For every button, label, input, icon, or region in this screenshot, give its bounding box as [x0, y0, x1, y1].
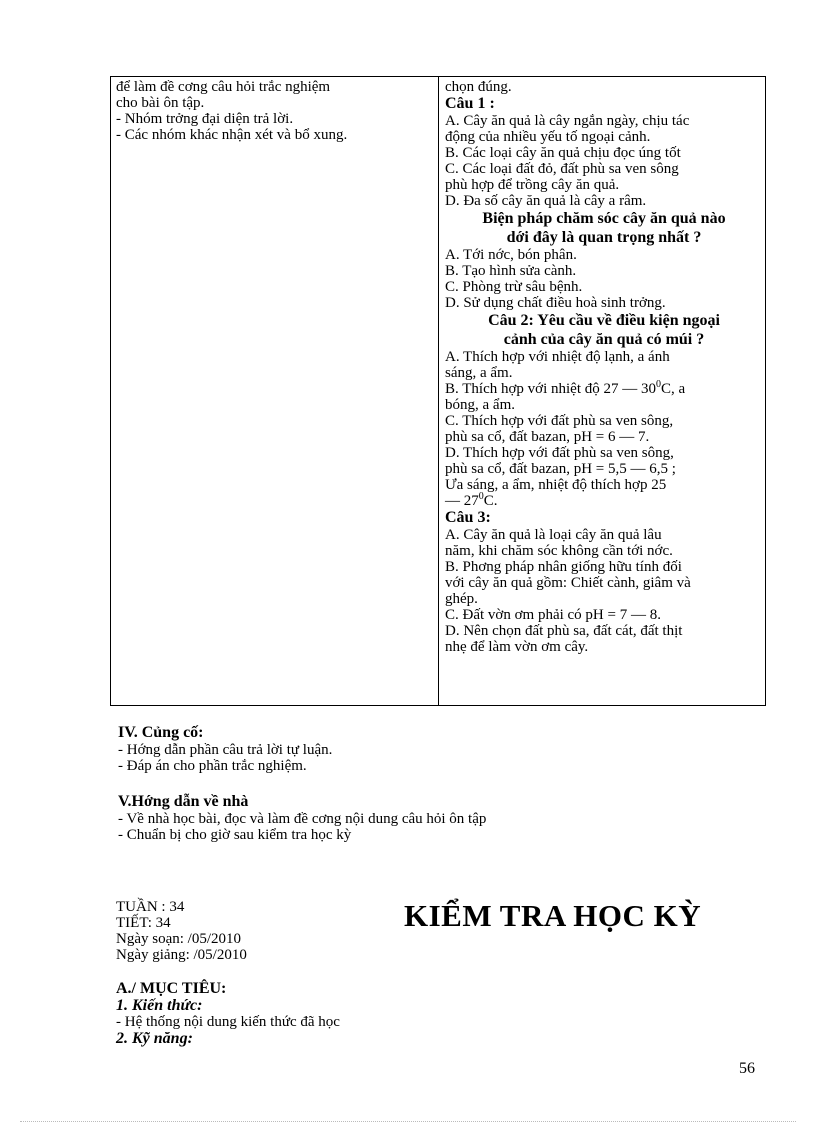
right-line: B. Phơng pháp nhân giống hữu tính đối	[445, 559, 682, 575]
question-label: Câu 3:	[445, 509, 491, 526]
objectives-heading: A./ MỤC TIÊU:	[116, 980, 227, 997]
right-line: năm, khi chăm sóc không cần tới nớc.	[445, 543, 673, 559]
right-line: D. Thích hợp với đất phù sa ven sông,	[445, 445, 674, 461]
footer-divider	[20, 1121, 796, 1122]
right-line: C. Đất vờn ơm phải có pH = 7 — 8.	[445, 607, 661, 623]
knowledge-heading: 1. Kiến thức:	[116, 997, 203, 1014]
question-heading: Biện pháp chăm sóc cây ăn quả nào	[482, 210, 726, 227]
right-line: A. Tới nớc, bón phân.	[445, 247, 577, 263]
right-line: A. Cây ăn quả là loại cây ăn quả lâu	[445, 527, 662, 543]
right-line: D. Sử dụng chất điều hoà sinh trởng.	[445, 295, 666, 311]
right-line: nhẹ để làm vờn ơm cây.	[445, 639, 589, 655]
right-line: ghép.	[445, 591, 478, 607]
section-line: - Đáp án cho phần trắc nghiệm.	[118, 758, 307, 774]
text-run: — 27	[445, 493, 479, 509]
right-line: phù sa cổ, đất bazan, pH = 6 — 7.	[445, 429, 650, 445]
prepared-date: Ngày soạn: /05/2010	[116, 931, 241, 947]
text-run: C, a	[661, 381, 686, 397]
homework-section	[118, 793, 486, 843]
right-line: A. Cây ăn quả là cây ngắn ngày, chịu tác	[445, 113, 690, 129]
knowledge-line: - Hệ thống nội dung kiến thức đã học	[116, 1014, 340, 1030]
section-heading: IV. Củng cố:	[118, 724, 204, 741]
right-line: C. Phòng trừ sâu bệnh.	[445, 279, 583, 295]
right-line: chọn đúng.	[445, 79, 512, 95]
lesson-table	[110, 76, 766, 706]
table-column-divider	[438, 77, 439, 705]
right-line	[445, 493, 763, 509]
right-line	[445, 381, 763, 397]
right-line: C. Thích hợp với đất phù sa ven sông,	[445, 413, 674, 429]
left-line: - Các nhóm khác nhận xét và bổ xung.	[116, 127, 348, 143]
section-line: - Hớng dẫn phần câu trả lời tự luận.	[118, 742, 333, 758]
right-line: động của nhiều yếu tố ngoại cảnh.	[445, 129, 651, 145]
superscript: 0	[478, 491, 484, 502]
period-label: TIẾT: 34	[116, 915, 171, 931]
section-line: - Chuẩn bị cho giờ sau kiểm tra học kỳ	[118, 827, 352, 843]
lesson-meta	[116, 899, 247, 963]
left-line: để làm đề cơng câu hỏi trắc nghiệm	[116, 79, 331, 95]
right-line: với cây ăn quả gồm: Chiết cành, giâm và	[445, 575, 691, 591]
content-column	[445, 79, 763, 655]
skills-heading: 2. Kỹ năng:	[116, 1030, 193, 1047]
objectives-section	[116, 980, 340, 1047]
right-line: sáng, a ẩm.	[445, 365, 513, 381]
text-run: B. Thích hợp với nhiệt độ 27 — 30	[445, 381, 656, 397]
question-heading: Câu 2: Yêu cầu về điều kiện ngoại	[488, 312, 720, 329]
text-run: C.	[483, 493, 498, 509]
right-line: C. Các loại đất đỏ, đất phù sa ven sông	[445, 161, 679, 177]
right-line: phù sa cổ, đất bazan, pH = 5,5 — 6,5 ;	[445, 461, 676, 477]
consolidation-section	[118, 724, 332, 774]
right-line: A. Thích hợp với nhiệt độ lạnh, a ánh	[445, 349, 670, 365]
right-line: B. Các loại cây ăn quả chịu đọc úng tốt	[445, 145, 681, 161]
left-line: - Nhóm trởng đại diện trả lời.	[116, 111, 294, 127]
right-line: D. Đa số cây ăn quả là cây a râm.	[445, 193, 647, 209]
right-line: D. Nên chọn đất phù sa, đất cát, đất thịt	[445, 623, 683, 639]
superscript: 0	[656, 379, 661, 390]
question-heading: dới đây là quan trọng nhất ?	[506, 229, 702, 246]
taught-date: Ngày giảng: /05/2010	[116, 947, 247, 963]
right-line: Ưa sáng, a ẩm, nhiệt độ thích hợp 25	[445, 477, 667, 493]
page-number: 56	[739, 1060, 755, 1077]
right-line: phù hợp để trồng cây ăn quả.	[445, 177, 620, 193]
week-label: TUẦN : 34	[116, 899, 185, 915]
section-line: - Về nhà học bài, đọc và làm đề cơng nội dung câu hỏi ôn tập	[118, 811, 487, 827]
left-line: cho bài ôn tập.	[116, 95, 205, 111]
right-line: B. Tạo hình sửa cành.	[445, 263, 577, 279]
right-line: bóng, a ẩm.	[445, 397, 515, 413]
page-title: KIỂM TRA HỌC KỲ	[404, 898, 702, 933]
teacher-activity-column	[116, 79, 434, 143]
question-heading: cảnh của cây ăn quả có múi ?	[503, 331, 705, 348]
section-heading: V.Hớng dẫn về nhà	[118, 793, 249, 810]
question-label: Câu 1 :	[445, 95, 495, 112]
